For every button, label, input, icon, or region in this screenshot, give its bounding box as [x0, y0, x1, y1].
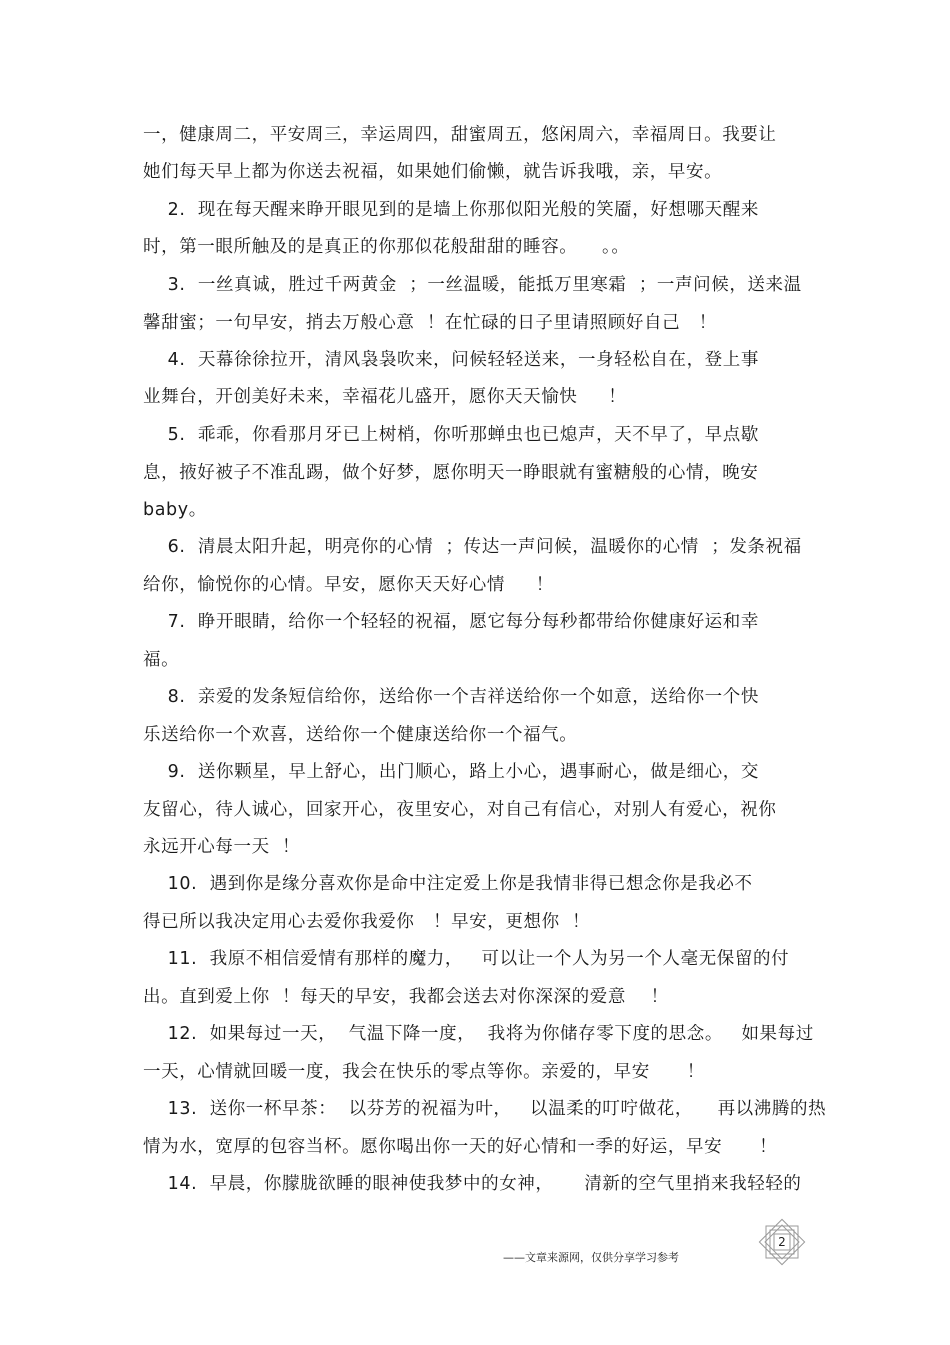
- page-number: 2: [778, 1235, 786, 1249]
- text-line: 12. 如果每过一天， 气温下降一度， 我将为你储存零下度的思念。 如果每过: [143, 1024, 814, 1044]
- text-line: 3. 一丝真诚，胜过千两黄金 ；一丝温暖，能抵万里寒霜 ；一声问候，送来温: [143, 275, 802, 295]
- text-line: 9. 送你颗星，早上舒心，出门顺心，路上小心，遇事耐心，做是细心，交: [143, 762, 759, 782]
- text-line: 13. 送你一杯早茶： 以芬芳的祝福为叶， 以温柔的叮咛做花， 再以沸腾的热: [143, 1099, 827, 1119]
- text-line: 2. 现在每天醒来睁开眼见到的是墙上你那似阳光般的笑靥，好想哪天醒来: [143, 200, 759, 220]
- text-line: 友留心，待人诚心，回家开心，夜里安心，对自己有信心，对别人有爱心，祝你: [143, 800, 777, 820]
- text-line: 7. 睁开眼睛，给你一个轻轻的祝福，愿它每分每秒都带给你健康好运和幸: [143, 612, 759, 632]
- page-number-badge: [758, 1218, 806, 1266]
- text-line: 出。直到爱上你 ！每天的早安，我都会送去对你深深的爱意 ！: [143, 987, 669, 1007]
- text-line: 给你，愉悦你的心情。早安，愿你天天好心情 ！: [143, 575, 554, 595]
- text-line: 8. 亲爱的发条短信给你，送给你一个吉祥送给你一个如意，送给你一个快: [143, 687, 759, 707]
- text-line: 馨甜蜜；一句早安，捎去万般心意 ！在忙碌的日子里请照顾好自己 ！: [143, 313, 717, 333]
- text-line: 得已所以我决定用心去爱你我爱你 ！早安，更想你 ！: [143, 912, 591, 932]
- text-line: 11. 我原不相信爱情有那样的魔力， 可以让一个人为另一个人毫无保留的付: [143, 949, 790, 969]
- text-line: 时，第一眼所触及的是真正的你那似花般甜甜的睡容。 。。: [143, 237, 630, 257]
- text-line: 乐送给你一个欢喜，送给你一个健康送给你一个福气。: [143, 725, 578, 745]
- text-line: 4. 天幕徐徐拉开，清风袅袅吹来，问候轻轻送来，一身轻松自在，登上事: [143, 350, 759, 370]
- text-line: 情为水，宽厚的包容当杯。愿你喝出你一天的好心情和一季的好运，早安 ！: [143, 1137, 778, 1157]
- text-line: 她们每天早上都为你送去祝福，如果她们偷懒，就告诉我哦，亲，早安。: [143, 162, 723, 182]
- text-line: 一，健康周二，平安周三，幸运周四，甜蜜周五，悠闲周六，幸福周日。我要让: [143, 125, 777, 145]
- text-line: 福。: [143, 650, 180, 670]
- text-line: 息，掖好被子不准乱踢，做个好梦，愿你明天一睁眼就有蜜糖般的心情，晚安: [143, 463, 759, 483]
- text-line: 业舞台，开创美好未来，幸福花儿盛开，愿你天天愉快 ！: [143, 387, 627, 407]
- text-line: 6. 清晨太阳升起，明亮你的心情 ；传达一声问候，温暖你的心情 ；发条祝福: [143, 537, 802, 557]
- text-line: 10. 遇到你是缘分喜欢你是命中注定爱上你是我情非得已想念你是我必不: [143, 874, 753, 894]
- text-line: 一天，心情就回暖一度，我会在快乐的零点等你。亲爱的，早安 ！: [143, 1062, 705, 1082]
- text-line: 5. 乖乖，你看那月牙已上树梢，你听那蝉虫也已熄声，天不早了，早点歇: [143, 425, 759, 445]
- text-line: 14. 早晨，你朦胧欲睡的眼神使我梦中的女神， 清新的空气里捎来我轻轻的: [143, 1174, 802, 1194]
- source-note: ——文章来源网，仅供分享学习参考: [503, 1251, 679, 1264]
- text-line: 永远开心每一天 ！: [143, 837, 301, 857]
- text-line: baby。: [143, 500, 207, 520]
